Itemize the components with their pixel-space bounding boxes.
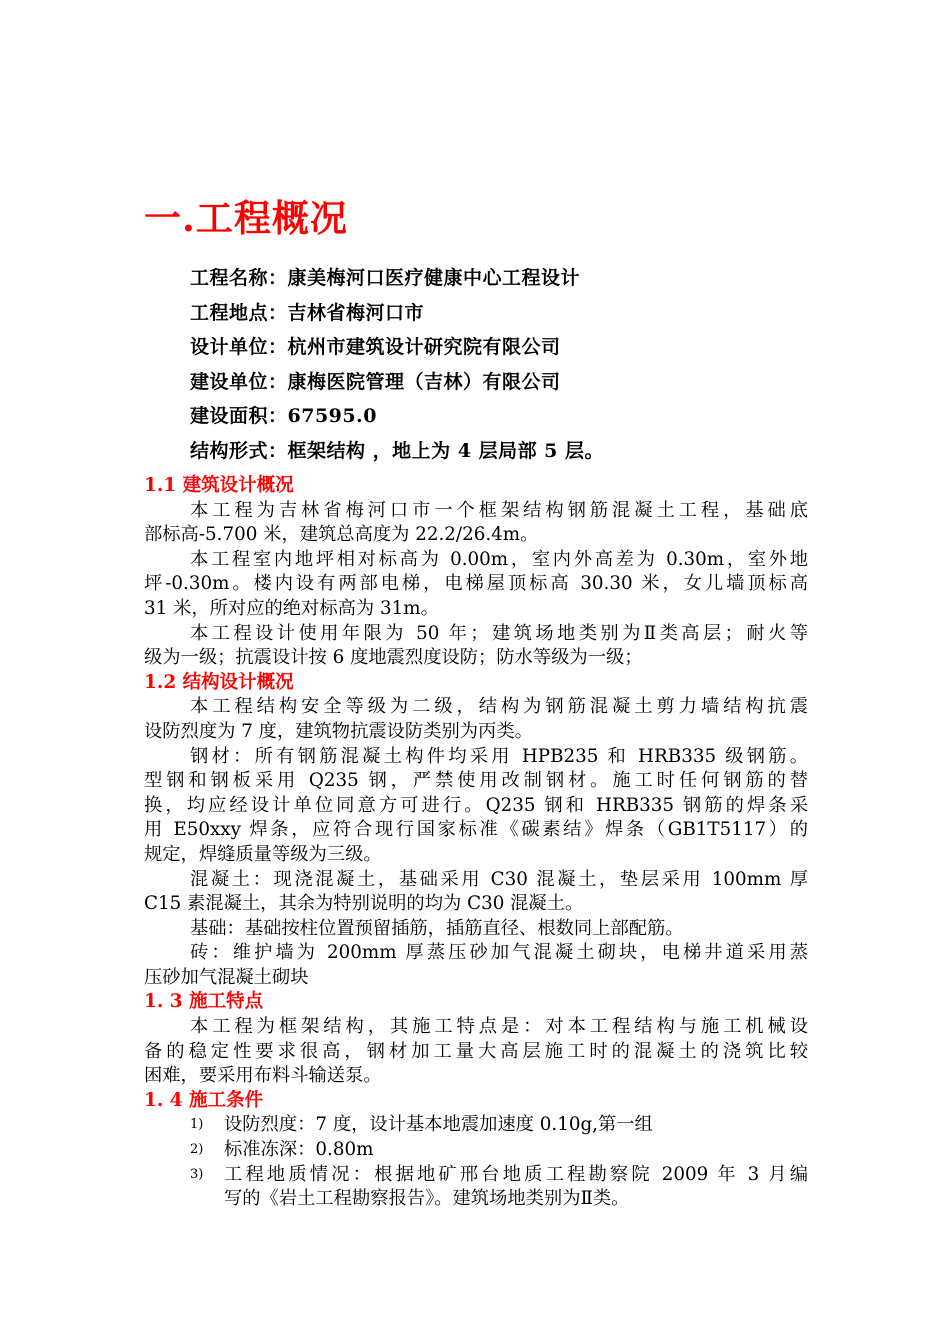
text-line: 换，均应经设计单位同意方可进行。Q235 钢和 HRB335 钢筋的焊条采 <box>144 794 808 816</box>
text-line: 混凝土：现浇混凝土，基础采用 C30 混凝土，垫层采用 100mm 厚 <box>190 868 808 890</box>
project-location: 工程地点：吉林省梅河口市 <box>190 301 425 324</box>
list-item <box>144 1138 808 1163</box>
design-unit: 设计单位：杭州市建筑设计研究院有限公司 <box>190 336 561 359</box>
text-line: 备的稳定性要求很高，钢材加工量大高层施工时的混凝土的浇筑比较 <box>144 1040 808 1062</box>
section-heading-1-4: 1. 4 施工条件 <box>144 1089 264 1111</box>
project-info <box>190 261 604 469</box>
text-line: 31 米，所对应的绝对标高为 31m。 <box>144 597 439 619</box>
list-number: 2) <box>190 1142 204 1158</box>
text-line: 本工程室内地坪相对标高为 0.00m，室内外高差为 0.30m，室外地 <box>190 548 808 570</box>
text-line: 部标高-5.700 米，建筑总高度为 22.2/26.4m。 <box>144 524 539 546</box>
paragraph <box>144 868 808 917</box>
construction-area: 建设面积：67595.0 <box>190 405 377 428</box>
paragraph <box>144 917 808 942</box>
document-body <box>144 474 808 1212</box>
text-line: C15 素混凝土，其余为特别说明的均为 C30 混凝土。 <box>144 893 584 915</box>
text-line: 工程地质情况：根据地矿邢台地质工程勘察院 2009 年 3 月编 <box>224 1163 808 1185</box>
construction-unit: 建设单位：康梅医院管理（吉林）有限公司 <box>190 370 561 393</box>
document-title: 一.工程概况 <box>144 196 348 240</box>
text-line: 设防烈度：7 度，设计基本地震加速度 0.10g,第一组 <box>224 1114 653 1136</box>
paragraph <box>144 548 808 622</box>
text-line: 本工程为框架结构，其施工特点是：对本工程结构与施工机械设 <box>190 1016 808 1038</box>
project-name: 工程名称：康美梅河口医疗健康中心工程设计 <box>190 267 581 289</box>
section-heading-1-3: 1. 3 施工特点 <box>144 991 264 1013</box>
section-heading-1-1: 1.1 建筑设计概况 <box>144 475 294 496</box>
text-line: 写的《岩土工程勘察报告》。建筑场地类别为Ⅱ类。 <box>224 1188 630 1210</box>
paragraph <box>144 695 808 744</box>
text-line: 标准冻深：0.80m <box>224 1139 374 1161</box>
list-number: 1) <box>190 1117 204 1133</box>
text-line: 规定，焊缝质量等级为三级。 <box>144 843 382 865</box>
paragraph <box>144 941 808 990</box>
paragraph <box>144 622 808 671</box>
text-line: 本工程设计使用年限为 50 年；建筑场地类别为Ⅱ类高层；耐火等 <box>190 622 808 644</box>
text-line: 困难，要采用布料斗输送泵。 <box>144 1065 382 1087</box>
text-line: 级为一级；抗震设计按 6 度地震烈度设防；防水等级为一级； <box>144 647 643 669</box>
text-line: 用 E50xxy 焊条，应符合现行国家标准《碳素结》焊条（GB1T5117）的 <box>144 819 808 841</box>
text-line: 型钢和钢板采用 Q235 钢，严禁使用改制钢材。施工时任何钢筋的替 <box>144 770 808 792</box>
paragraph <box>144 1015 808 1089</box>
text-line: 钢材：所有钢筋混凝土构件均采用 HPB235 和 HRB335 级钢筋。 <box>190 745 808 767</box>
text-line: 本工程结构安全等级为二级，结构为钢筋混凝土剪力墙结构抗震 <box>190 696 808 718</box>
text-line: 压砂加气混凝土砌块 <box>144 966 309 988</box>
text-line: 基础：基础按柱位置预留插筋，插筋直径、根数同上部配筋。 <box>190 917 684 939</box>
text-line: 设防烈度为 7 度，建筑物抗震设防类别为丙类。 <box>144 720 533 742</box>
list-item <box>144 1113 808 1138</box>
list-number: 3) <box>190 1166 204 1182</box>
paragraph <box>144 499 808 548</box>
paragraph <box>144 745 808 868</box>
conditions-list <box>144 1113 808 1211</box>
text-line: 砖：维护墙为 200mm 厚蒸压砂加气混凝土砌块，电梯井道采用蒸 <box>190 942 808 964</box>
list-item <box>144 1163 808 1212</box>
section-heading-1-2: 1.2 结构设计概况 <box>144 671 294 693</box>
text-line: 坪-0.30m。楼内设有两部电梯，电梯屋顶标高 30.30 米，女儿墙顶标高 <box>144 573 808 595</box>
structure-form: 结构形式：框架结构 ，地上为 4 层局部 5 层。 <box>190 439 605 462</box>
text-line: 本工程为吉林省梅河口市一个框架结构钢筋混凝土工程，基础底 <box>190 499 808 521</box>
